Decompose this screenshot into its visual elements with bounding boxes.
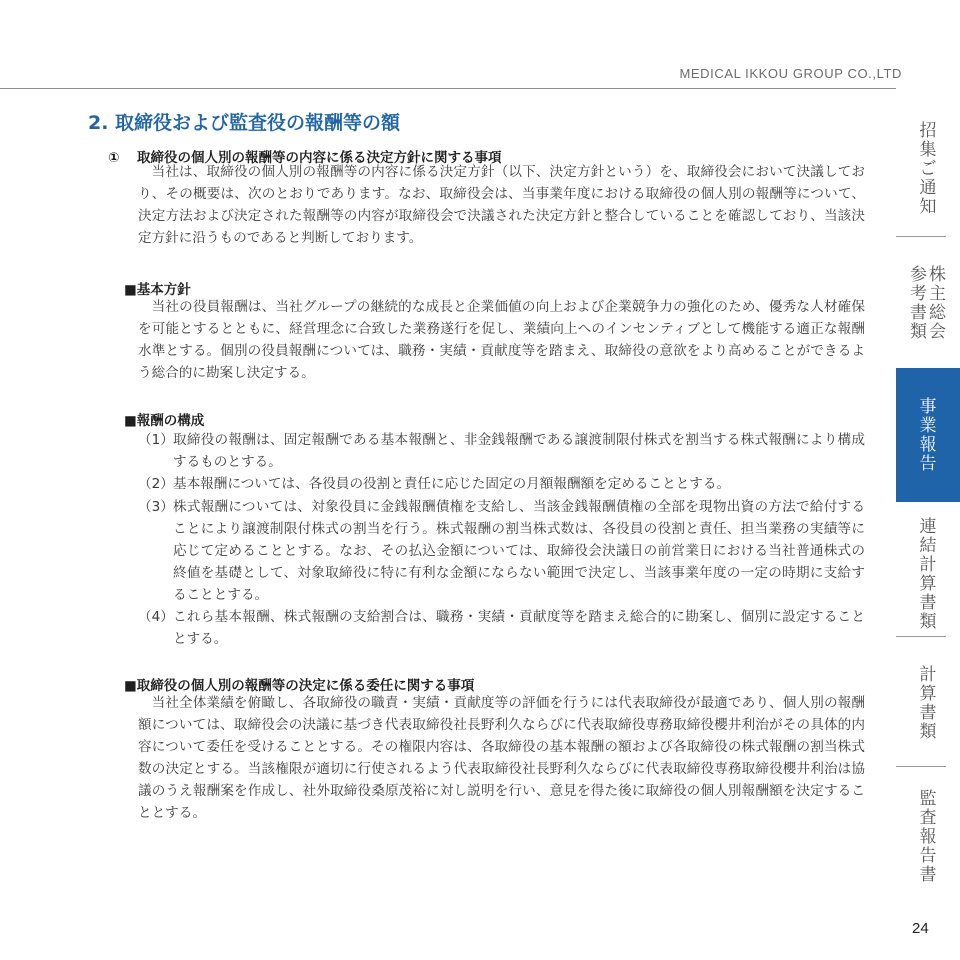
sidebar-label-char: 類 bbox=[910, 322, 927, 342]
subsection-number: ① bbox=[108, 150, 120, 166]
page-number: 24 bbox=[912, 920, 929, 937]
intro-paragraph: 当社は、取締役の個人別の報酬等の内容に係る決定方針（以下、決定方針という）を、取締役会において決議しており、その概要は、次のとおりであります。なお、取締役会は、当事業年度における取締役の個人別の報酬等について、決定方法および決定された報酬等の内容が取締役会で決議された決定方針と整合していることを確認しており、当該決定方針に沿うものであると判断しております。 bbox=[138, 164, 865, 246]
sidebar-label-column bbox=[920, 398, 937, 474]
sidebar-tab-audit-report[interactable] bbox=[896, 790, 960, 890]
sidebar-label-char: 参 bbox=[910, 265, 927, 285]
list-item bbox=[138, 429, 865, 473]
sidebar-label-column bbox=[920, 666, 937, 742]
sidebar-label-char: 連 bbox=[919, 517, 937, 537]
basic-policy-paragraph: 当社の役員報酬は、当社グループの継続的な成長と企業価値の向上および企業競争力の強化のため、優秀な人材確保を可能とするとともに、経営理念に合致した業務遂行を促し、業績向上へのインセンティブとして機能する適正な報酬水準とする。個別の役員報酬については、職務・実績・貢献度等を踏まえ、取締役の意欲をより高めることができるよう総合的に勘案し決定する。 bbox=[138, 299, 865, 381]
subsection-heading-text: 取締役の個人別の報酬等の内容に係る決定方針に関する事項 bbox=[137, 150, 502, 166]
sidebar-label-char: 主 bbox=[929, 284, 946, 304]
sidebar-tab-label bbox=[920, 790, 937, 885]
sidebar-label-char: 告 bbox=[919, 846, 937, 866]
sidebar-label-char: 書 bbox=[919, 865, 937, 885]
sidebar-label-column bbox=[920, 122, 937, 217]
chapter-index-sidebar bbox=[896, 100, 960, 900]
sidebar-label-column bbox=[929, 266, 946, 342]
sidebar-label-char: 株 bbox=[929, 265, 946, 285]
sidebar-label-char: 総 bbox=[929, 303, 946, 323]
section-title: 2. 取締役および監査役の報酬等の額 bbox=[88, 112, 401, 134]
sidebar-divider bbox=[896, 236, 946, 237]
sidebar-tab-label bbox=[920, 398, 937, 474]
sidebar-label-column bbox=[920, 790, 937, 885]
delegation-heading: ■取締役の個人別の報酬等の決定に係る委任に関する事項 bbox=[124, 678, 475, 694]
sidebar-label-char: 算 bbox=[919, 684, 937, 704]
list-item-text: 株式報酬については、対象役員に金銭報酬債権を支給し、当該金銭報酬債権の全部を現物出資の方法で給付することにより譲渡制限付株式の割当を行う。株式報酬の割当株式数は、各役員の役割と責任、担当業務の実績等に応じて定めることとする。なお、その払込金額については、取締役会決議日の前営業日における当社普通株式の終値を基礎として、対象取締役に特に有利な金額にならない範囲で決定し、当該事業年度の一定の時期に支給することとする。 bbox=[173, 499, 865, 603]
sidebar-label-char: 告 bbox=[919, 454, 937, 474]
sidebar-divider bbox=[896, 636, 946, 637]
sidebar-label-char: 報 bbox=[919, 827, 937, 847]
sidebar-label-char: 招 bbox=[919, 121, 937, 141]
sidebar-tab-label bbox=[910, 266, 946, 342]
sidebar-tab-reference-documents[interactable] bbox=[896, 266, 960, 346]
sidebar-label-char: 会 bbox=[929, 322, 946, 342]
sidebar-label-char: 監 bbox=[919, 789, 937, 809]
list-item bbox=[138, 473, 865, 495]
list-item-text: 基本報酬については、各役員の役割と責任に応じた固定の月額報酬額を定めることとする。 bbox=[173, 476, 731, 492]
list-item-marker: （3） bbox=[138, 499, 174, 515]
sidebar-label-char: 結 bbox=[919, 536, 937, 556]
list-item-text: 取締役の報酬は、固定報酬である基本報酬と、非金銭報酬である譲渡制限付株式を割当する株式報酬により構成するものとする。 bbox=[173, 432, 865, 470]
list-item-marker: （1） bbox=[138, 432, 174, 448]
list-item-marker: （4） bbox=[138, 609, 174, 625]
sidebar-label-char: 計 bbox=[919, 555, 937, 575]
sidebar-label-char: 事 bbox=[919, 397, 937, 417]
sidebar-label-char: 通 bbox=[919, 178, 937, 198]
list-item bbox=[138, 606, 865, 650]
sidebar-tab-business-report[interactable] bbox=[896, 368, 960, 502]
sidebar-label-char: 書 bbox=[910, 303, 927, 323]
sidebar-label-char: 考 bbox=[910, 284, 927, 304]
sidebar-label-column bbox=[920, 518, 937, 632]
list-item bbox=[138, 496, 865, 606]
sidebar-label-char: ご bbox=[919, 159, 937, 179]
sidebar-tab-label bbox=[920, 666, 937, 742]
sidebar-label-column bbox=[910, 266, 927, 342]
list-item-text: これら基本報酬、株式報酬の支給割合は、職務・実績・貢献度等を踏まえ総合的に勘案し、個別に設定することとする。 bbox=[173, 609, 865, 647]
sidebar-label-char: 計 bbox=[919, 665, 937, 685]
sidebar-tab-consolidated-statements[interactable] bbox=[896, 518, 960, 634]
sidebar-divider bbox=[896, 766, 946, 767]
sidebar-tab-financial-statements[interactable] bbox=[896, 666, 960, 746]
sidebar-label-char: 類 bbox=[919, 612, 937, 632]
sidebar-tab-label bbox=[920, 518, 937, 632]
sidebar-label-char: 集 bbox=[919, 140, 937, 160]
company-name: MEDICAL IKKOU GROUP CO.,LTD bbox=[679, 66, 902, 81]
sidebar-label-char: 書 bbox=[919, 593, 937, 613]
structure-heading: ■報酬の構成 bbox=[124, 413, 205, 429]
sidebar-label-char: 報 bbox=[919, 435, 937, 455]
basic-policy-heading: ■基本方針 bbox=[124, 282, 191, 298]
sidebar-label-char: 業 bbox=[919, 416, 937, 436]
sidebar-tab-label bbox=[920, 122, 937, 217]
sidebar-label-char: 書 bbox=[919, 703, 937, 723]
delegation-paragraph: 当社全体業績を俯瞰し、各取締役の職責・実績・貢献度等の評価を行うには代表取締役が最適であり、個人別の報酬額については、取締役会の決議に基づき代表取締役社長野利久ならびに代表取締役専務取締役櫻井利治がその具体的内容について委任を受けることとする。その権限内容は、各取締役の基本報酬の額および各取締役の株式報酬の割当株式数の決定とする。当該権限が適切に行使されるよう代表取締役社長野利久ならびに代表取締役専務取締役櫻井利治は協議のうえ報酬案を作成し、社外取締役桑原茂裕に対し説明を行い、意見を得た後に取締役の個人別報酬額を決定することとする。 bbox=[138, 695, 865, 821]
sidebar-label-char: 算 bbox=[919, 574, 937, 594]
list-item-marker: （2） bbox=[138, 476, 174, 492]
sidebar-tab-convocation[interactable] bbox=[896, 122, 960, 232]
sidebar-label-char: 査 bbox=[919, 808, 937, 828]
sidebar-label-char: 知 bbox=[919, 197, 937, 217]
sidebar-label-char: 類 bbox=[919, 722, 937, 742]
